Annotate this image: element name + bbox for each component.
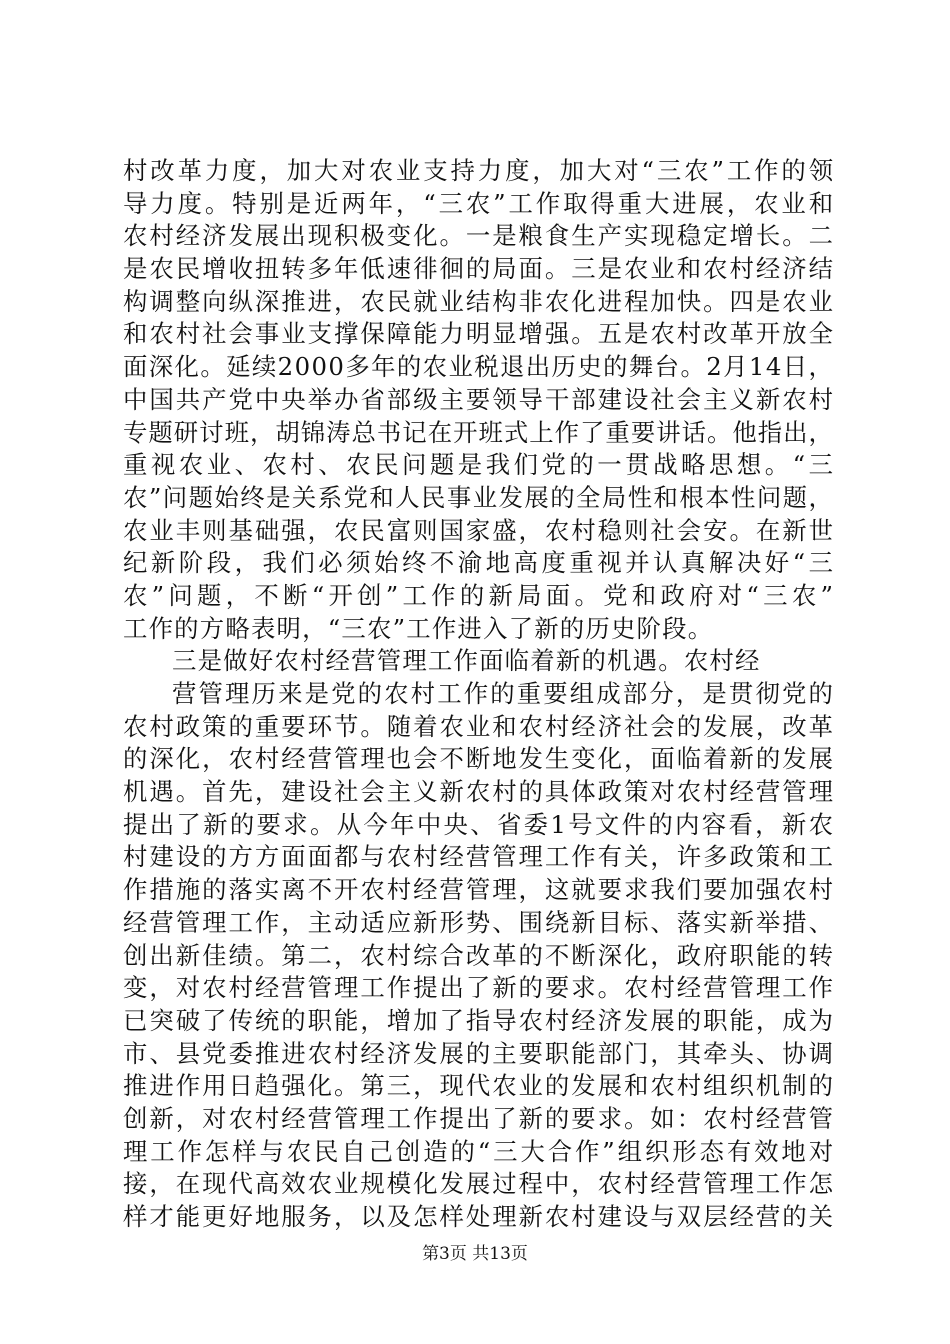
- text-line: 村建设的方方面面都与农村经营管理工作有关，许多政策和工: [123, 842, 836, 872]
- text-line: 营管理历来是党的农村工作的重要组成部分，是贯彻党的: [172, 679, 836, 708]
- text-line: 专题研讨班，胡锦涛总书记在开班式上作了重要讲话。他指出，: [123, 417, 834, 447]
- body-text: [123, 155, 838, 1234]
- text-line: 作措施的落实离不开农村经营管理，这就要求我们要加强农村: [123, 875, 836, 905]
- text-line: 是农民增收扭转多年低速徘徊的局面。三是农业和农村经济结: [123, 254, 836, 284]
- text-line: 中国共产党中央举办省部级主要领导干部建设社会主义新农村: [123, 384, 836, 414]
- text-line: 工作的方略表明，“三农”工作进入了新的历史阶段。: [123, 613, 714, 643]
- text-line: 变，对农村经营管理工作提出了新的要求。农村经营管理工作: [123, 973, 836, 1003]
- text-line: 创新，对农村经营管理工作提出了新的要求。如：农村经营管: [123, 1103, 836, 1133]
- text-line: 村改革力度，加大对农业支持力度，加大对“三农”工作的领: [123, 156, 837, 185]
- text-line: 样才能更好地服务，以及怎样处理新农村建设与双层经营的关: [123, 1202, 836, 1231]
- text-line: 构调整向纵深推进，农民就业结构非农化进程加快。四是农业: [123, 286, 836, 316]
- text-line: 农业丰则基础强，农民富则国家盛，农村稳则社会安。在新世: [123, 515, 836, 545]
- text-line: 的深化，农村经营管理也会不断地发生变化，面临着新的发展: [123, 744, 836, 774]
- text-line: 市、县党委推进农村经济发展的主要职能部门，其牵头、协调: [123, 1038, 836, 1068]
- text-line: 机遇。首先，建设社会主义新农村的具体政策对农村经营管理: [123, 777, 836, 807]
- text-line: 农村经济发展出现积极变化。一是粮食生产实现稳定增长。二: [123, 221, 836, 251]
- text-line: 农”问题始终是关系党和人民事业发展的全局性和根本性问题，: [123, 482, 835, 512]
- text-line: 农村政策的重要环节。随着农业和农村经济社会的发展，改革: [123, 711, 836, 741]
- text-line: 重视农业、农村、农民问题是我们党的一贯战略思想。“三: [123, 450, 837, 480]
- text-line: 和农村社会事业支撑保障能力明显增强。五是农村改革开放全: [123, 319, 836, 349]
- text-line: 纪新阶段，我们必须始终不渝地高度重视并认真解决好“三: [123, 548, 837, 578]
- text-line: 已突破了传统的职能，增加了指导农村经济发展的职能，成为: [123, 1005, 836, 1035]
- text-line: 农”问题，不断“开创”工作的新局面。党和政府对“三农”: [123, 580, 838, 610]
- text-line: 面深化。延续2000多年的农业税退出历史的舞台。2月14日，: [123, 352, 835, 382]
- text-line: 三是做好农村经营管理工作面临着新的机遇。农村经: [172, 646, 761, 676]
- page-footer: 第3页 共13页: [422, 1244, 528, 1264]
- text-line: 创出新佳绩。第二，农村综合改革的不断深化，政府职能的转: [123, 940, 836, 970]
- text-line: 理工作怎样与农民自己创造的“三大合作”组织形态有效地对: [123, 1136, 837, 1166]
- text-line: 接，在现代高效农业规模化发展过程中，农村经营管理工作怎: [123, 1169, 836, 1199]
- text-line: 经营管理工作，主动适应新形势、围绕新目标、落实新举措、: [123, 907, 836, 937]
- text-line: 提出了新的要求。从今年中央、省委1号文件的内容看，新农: [123, 809, 836, 839]
- text-line: 导力度。特别是近两年，“三农”工作取得重大进展，农业和: [123, 188, 837, 218]
- text-line: 推进作用日趋强化。第三，现代农业的发展和农村组织机制的: [123, 1071, 836, 1101]
